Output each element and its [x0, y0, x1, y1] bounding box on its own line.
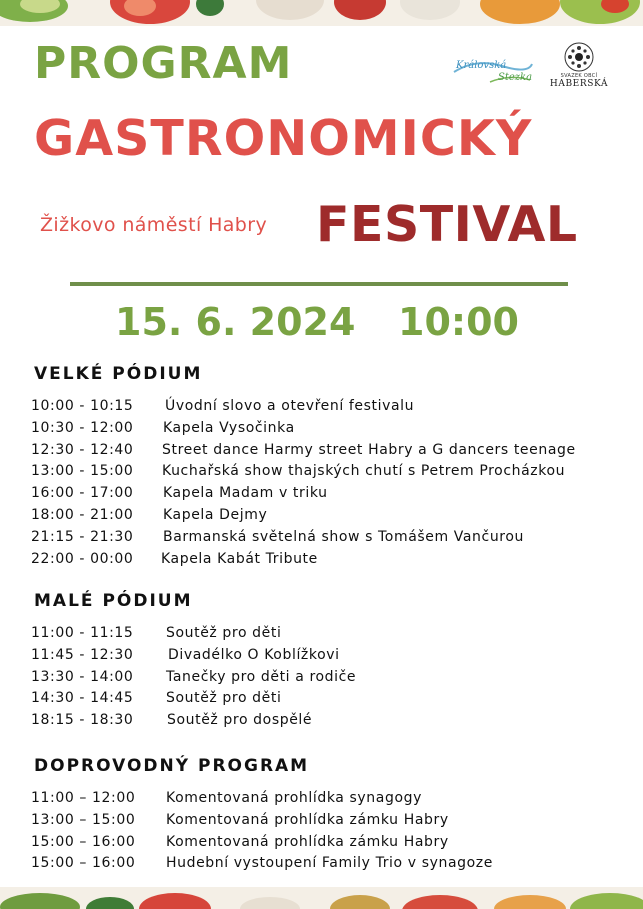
row-time: 18:00 - 21:00: [31, 506, 134, 523]
row-time: 10:30 - 12:00: [31, 419, 134, 436]
schedule-row: [31, 690, 641, 712]
row-time: 13:30 - 14:00: [31, 668, 134, 685]
schedule-velke-podium: [31, 398, 641, 572]
row-description: Kapela Kabát Tribute: [161, 550, 318, 567]
row-description: Soutěž pro dospělé: [167, 712, 313, 729]
row-time: 15:00 – 16:00: [31, 855, 136, 872]
svazek-obci-haberska-logo: [546, 40, 612, 100]
title-gastronomicky: GASTRONOMICKÝ: [34, 110, 533, 167]
row-description: Komentovaná prohlídka zámku Habry: [166, 811, 449, 828]
schedule-doprovodny-program: [31, 790, 641, 877]
food-photo-strip-bottom: [0, 887, 643, 909]
schedule-male-podium: [31, 625, 641, 734]
schedule-row: [31, 442, 641, 464]
schedule-row: [31, 812, 641, 834]
row-time: 13:00 - 15:00: [31, 463, 134, 480]
row-time: 13:00 – 15:00: [31, 811, 136, 828]
row-description: Tanečky pro děti a rodiče: [166, 668, 357, 685]
row-description: Kapela Dejmy: [163, 506, 268, 523]
row-description: Komentovaná prohlídka zámku Habry: [166, 833, 449, 850]
festival-date: 15. 6. 2024: [115, 300, 356, 344]
title-festival: FESTIVAL: [316, 196, 578, 253]
row-time: 10:00 - 10:15: [31, 398, 134, 414]
row-time: 11:00 – 12:00: [31, 790, 136, 806]
row-description: Street dance Harmy street Habry a G dancers teenage: [162, 441, 576, 458]
row-description: Soutěž pro děti: [166, 690, 282, 707]
festival-location: Žižkovo náměstí Habry: [40, 214, 268, 236]
row-time: 11:00 - 11:15: [31, 625, 134, 641]
schedule-row: [31, 420, 641, 442]
row-time: 22:00 - 00:00: [31, 550, 134, 567]
divider-line: [70, 282, 568, 286]
row-time: 18:15 - 18:30: [31, 712, 134, 729]
row-time: 21:15 - 21:30: [31, 528, 134, 545]
kralovska-logo-text: Královská: [456, 60, 507, 71]
schedule-row: [31, 507, 641, 529]
kralovska-stezka-logo: [450, 52, 534, 92]
row-time: 11:45 - 12:30: [31, 646, 134, 663]
festival-start-time: 10:00: [398, 300, 519, 344]
schedule-row: [31, 485, 641, 507]
row-time: 12:30 - 12:40: [31, 441, 134, 458]
row-time: 15:00 – 16:00: [31, 833, 136, 850]
row-description: Kuchařská show thajských chutí s Petrem Procházkou: [162, 463, 566, 480]
schedule-row: [31, 463, 641, 485]
row-description: Divadélko O Koblížkovi: [168, 646, 340, 663]
schedule-row: [31, 625, 641, 647]
schedule-row: [31, 855, 641, 877]
row-description: Úvodní slovo a otevření festivalu: [165, 398, 415, 414]
title-program: PROGRAM: [34, 38, 293, 89]
section-heading-velke-podium: VELKÉ PÓDIUM: [34, 364, 203, 384]
row-description: Kapela Madam v triku: [163, 485, 328, 502]
row-description: Komentovaná prohlídka synagogy: [166, 790, 422, 806]
stezka-logo-text: Stezka: [498, 72, 533, 83]
section-heading-male-podium: MALÉ PÓDIUM: [34, 591, 193, 611]
schedule-row: [31, 834, 641, 856]
row-description: Kapela Vysočinka: [163, 419, 295, 436]
row-time: 16:00 - 17:00: [31, 485, 134, 502]
section-heading-doprovodny-program: DOPROVODNÝ PROGRAM: [34, 756, 310, 776]
schedule-row: [31, 398, 641, 420]
row-description: Soutěž pro děti: [166, 625, 282, 641]
row-description: Hudební vystoupení Family Trio v synagoze: [166, 855, 493, 872]
haberska-logo-small-text: SVAZEK OBCÍ: [560, 73, 598, 79]
schedule-row: [31, 551, 641, 573]
row-time: 14:30 - 14:45: [31, 690, 134, 707]
schedule-row: [31, 647, 641, 669]
schedule-row: [31, 790, 641, 812]
partner-logos: [446, 40, 616, 100]
row-description: Barmanská světelná show s Tomášem Vančurou: [163, 528, 524, 545]
schedule-row: [31, 669, 641, 691]
haberska-logo-text: HABERSKÁ: [549, 79, 609, 89]
schedule-row: [31, 712, 641, 734]
food-photo-strip-top: [0, 0, 643, 26]
schedule-row: [31, 529, 641, 551]
